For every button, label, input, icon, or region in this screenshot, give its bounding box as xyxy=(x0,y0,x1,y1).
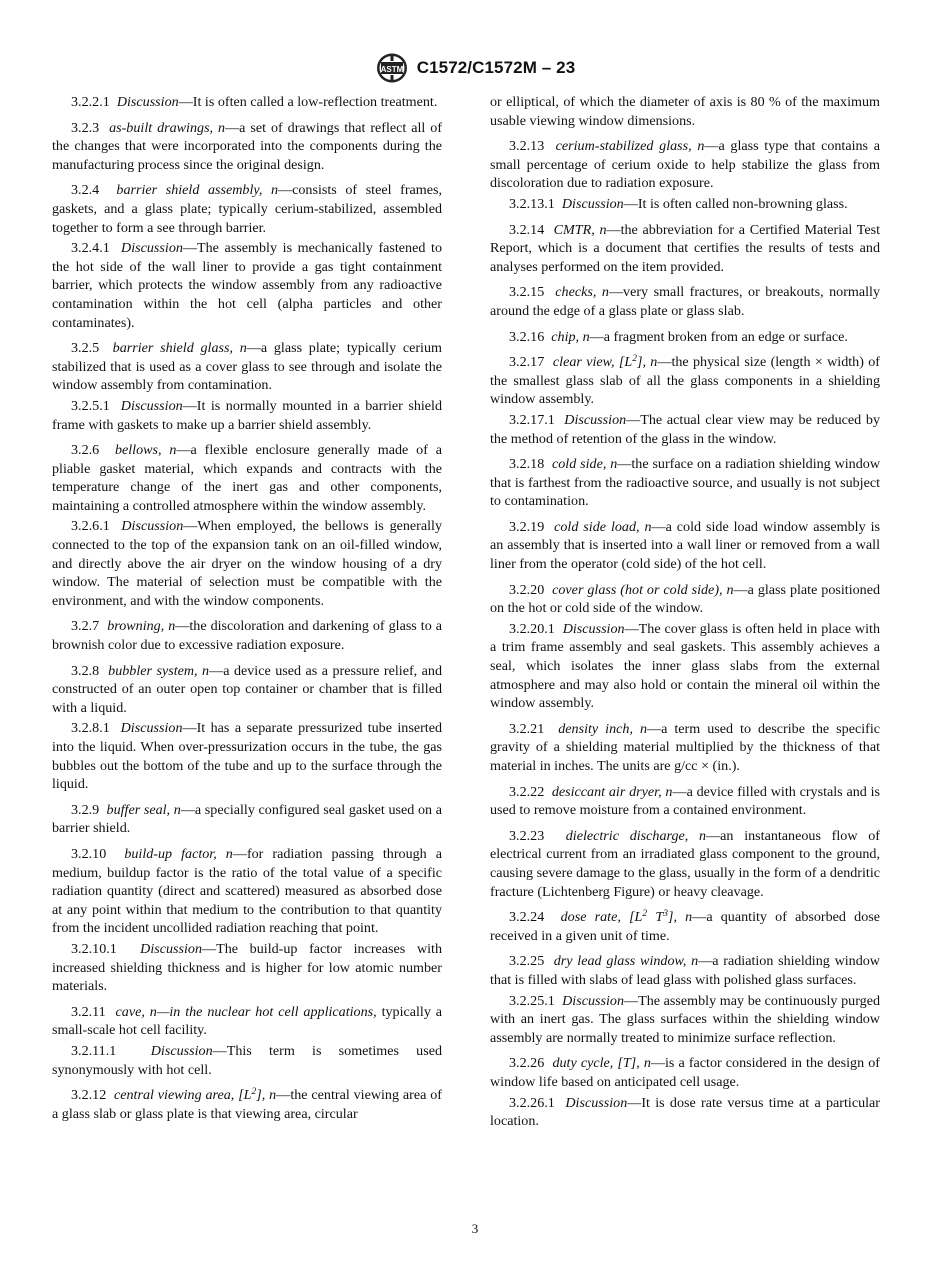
definition-3.2.18: 3.2.18 cold side, n—the surface on a radiation shielding window that is farthest from the radioactive source, and usually is not subject to contamination. xyxy=(490,456,881,510)
astm-logo-icon xyxy=(375,52,409,84)
definition-3.2.3: 3.2.3 as-built drawings, n—a set of drawings that reflect all of the changes that were incorporated into the components during the manufacturing process since the original design. xyxy=(52,119,443,173)
left-column xyxy=(52,93,442,1130)
definition-3.2.6.1: 3.2.6.1 Discussion—When employed, the bellows is generally connected to the top of the expansion tank on an oil-filled window, and directly above the air dryer on the window housing of a dry window. The material of selection must be compatible with the environment, and with the window components. xyxy=(52,518,443,609)
definition-3.2.11.1: 3.2.11.1 Discussion—This term is sometimes used synonymously with hot cell. xyxy=(52,1042,443,1078)
definition-3.2.20: 3.2.20 cover glass (hot or cold side), n—a glass plate positioned on the hot or cold side of the window. xyxy=(490,581,881,617)
definition-3.2.9: 3.2.9 buffer seal, n—a specially configured seal gasket used on a barrier shield. xyxy=(52,801,442,837)
definition-3.2.10: 3.2.10 build-up factor, n—for radiation passing through a medium, buildup factor is the ratio of the total value of a specific radiation quantity (direct and scattered) measured as absorbed dose at any point within that medium to the contribution to that quantity from the incident uncollided radiation reaching that point. xyxy=(52,845,443,937)
document-designation: C1572/C1572M – 23 xyxy=(416,58,576,77)
definition-3.2.16: 3.2.16 chip, n—a fragment broken from an edge or surface. xyxy=(509,328,848,345)
definition-3.2.17.1: 3.2.17.1 Discussion—The actual clear view may be reduced by the method of retention of the glass in the window. xyxy=(490,411,881,447)
definition-3.2.25.1: 3.2.25.1 Discussion—The assembly may be continuously purged with an inert gas. The glass surfaces within the shielding window assembly are normally treated to minimize surface reflection. xyxy=(490,992,880,1046)
page-number: 3 xyxy=(471,1221,479,1236)
definition-3.2.26.1: 3.2.26.1 Discussion—It is dose rate versus time at a particular location. xyxy=(490,1094,881,1130)
definition-3.2.4: 3.2.4 barrier shield assembly, n—consists of steel frames, gaskets, and a glass plate; typically cerium-stabilized, assembled together to form a see through barrier. xyxy=(52,182,442,236)
right-column xyxy=(490,93,880,1138)
definition-3.2.12-continued: or elliptical, of which the diameter of axis is 80 % of the maximum usable viewing window dimensions. xyxy=(490,94,880,129)
definition-3.2.2.1: 3.2.2.1 Discussion—It is often called a low-reflection treatment. xyxy=(71,94,438,110)
definition-3.2.24: 3.2.24 dose rate, [$L^2$ $T^3$], n—a quantity of absorbed dose received in a given unit of time. xyxy=(490,909,880,944)
svg-text:ASTM: ASTM xyxy=(380,65,404,74)
definition-3.2.6: 3.2.6 bellows, n—a flexible enclosure generally made of a pliable gasket material, which expands and contracts with the temperature change of the inert gas and other components, maintaining a controlled atmosphere within the window assembly. xyxy=(52,442,443,514)
definition-3.2.23: 3.2.23 dielectric discharge, n—an instantaneous flow of electrical current from an irradiated glass component to the ground, causing severe damage to the glass, usually in the form of a dendritic fracture (Lichtenberg Figure) or heavy cleavage. xyxy=(490,827,880,900)
definition-3.2.20.1: 3.2.20.1 Discussion—The cover glass is often held in place with a trim frame assembly and seal gaskets. This assembly achieves a seal, which isolates the inner glass slabs from the external atmosphere and may also hold or contain the mineral oil within the window assembly. xyxy=(490,620,880,712)
definition-3.2.10.1: 3.2.10.1 Discussion—The build-up factor increases with increased shielding thickness and is higher for low atomic number materials. xyxy=(52,940,442,995)
definition-3.2.14: 3.2.14 CMTR, n—the abbreviation for a Certified Material Test Report, which is a document that certifies the results of tests and analyses performed on the item provided. xyxy=(490,221,880,275)
definition-3.2.5: 3.2.5 barrier shield glass, n—a glass plate; typically cerium stabilized that is used as a cover glass to see through and isolate the window assembly from contamination. xyxy=(52,340,442,394)
definition-3.2.26: 3.2.26 duty cycle, [T], n—is a factor considered in the design of window life based on anticipated cell usage. xyxy=(490,1055,880,1090)
definition-3.2.21: 3.2.21 density inch, n—a term used to describe the specific gravity of a shielding material multiplied by the thickness of that material in inches. The units are g/cc × (in.). xyxy=(490,720,881,774)
definition-3.2.12: 3.2.12 central viewing area, $[L^2]$, n—the central viewing area of a glass slab or glass plate is that viewing area, circular xyxy=(52,1087,442,1122)
page-header xyxy=(0,52,950,84)
definition-3.2.11: 3.2.11 cave, n—in the nuclear hot cell applications, typically a small-scale hot cell facility. xyxy=(52,1003,443,1039)
definition-3.2.8.1: 3.2.8.1 Discussion—It has a separate pressurized tube inserted into the liquid. When over-pressurization occurs in the tube, the gas bubbles out the bottom of the tube and up to the surface through the liquid. xyxy=(52,720,443,793)
definition-3.2.13: 3.2.13 cerium-stabilized glass, n—a glass type that contains a small percentage of cerium oxide to help stabilize the glass from discoloration due to radiation exposure. xyxy=(490,138,880,192)
definition-3.2.22: 3.2.22 desiccant air dryer, n—a device filled with crystals and is used to remove moisture from a contained environment. xyxy=(490,783,881,819)
definition-3.2.19: 3.2.19 cold side load, n—a cold side load window assembly is an assembly that is inserted into a wall liner or removed from a wall liner from the operator (cold side) of the hot cell. xyxy=(490,518,880,573)
definition-3.2.13.1: 3.2.13.1 Discussion—It is often called non-browning glass. xyxy=(509,195,848,212)
definition-3.2.7: 3.2.7 browning, n—the discoloration and darkening of glass to a brownish color due to excessive radiation exposure. xyxy=(52,618,443,654)
definition-3.2.4.1: 3.2.4.1 Discussion—The assembly is mechanically fastened to the hot side of the wall liner to provide a gas tight containment barrier, which protects the window assembly from any radioactive contamination within the hot cell (alpha particles and other contaminates). xyxy=(52,240,442,331)
definition-3.2.25: 3.2.25 dry lead glass window, n—a radiation shielding window that is filled with slabs of lead glass with polished glass surfaces. xyxy=(490,953,880,988)
definition-3.2.5.1: 3.2.5.1 Discussion—It is normally mounted in a barrier shield frame with gaskets to make up a barrier shield assembly. xyxy=(52,397,442,433)
definition-3.2.15: 3.2.15 checks, n—very small fractures, or breakouts, normally around the edge of a glass plate or glass slab. xyxy=(490,284,881,319)
definition-3.2.17: 3.2.17 clear view, $[L^2]$, n—the physical size (length × width) of the smallest glass slab of all the glass components in a shielding window assembly. xyxy=(490,354,880,408)
definition-3.2.8: 3.2.8 bubbler system, n—a device used as a pressure relief, and constructed of an outer open top container or chamber that is filled with a liquid. xyxy=(52,662,442,716)
